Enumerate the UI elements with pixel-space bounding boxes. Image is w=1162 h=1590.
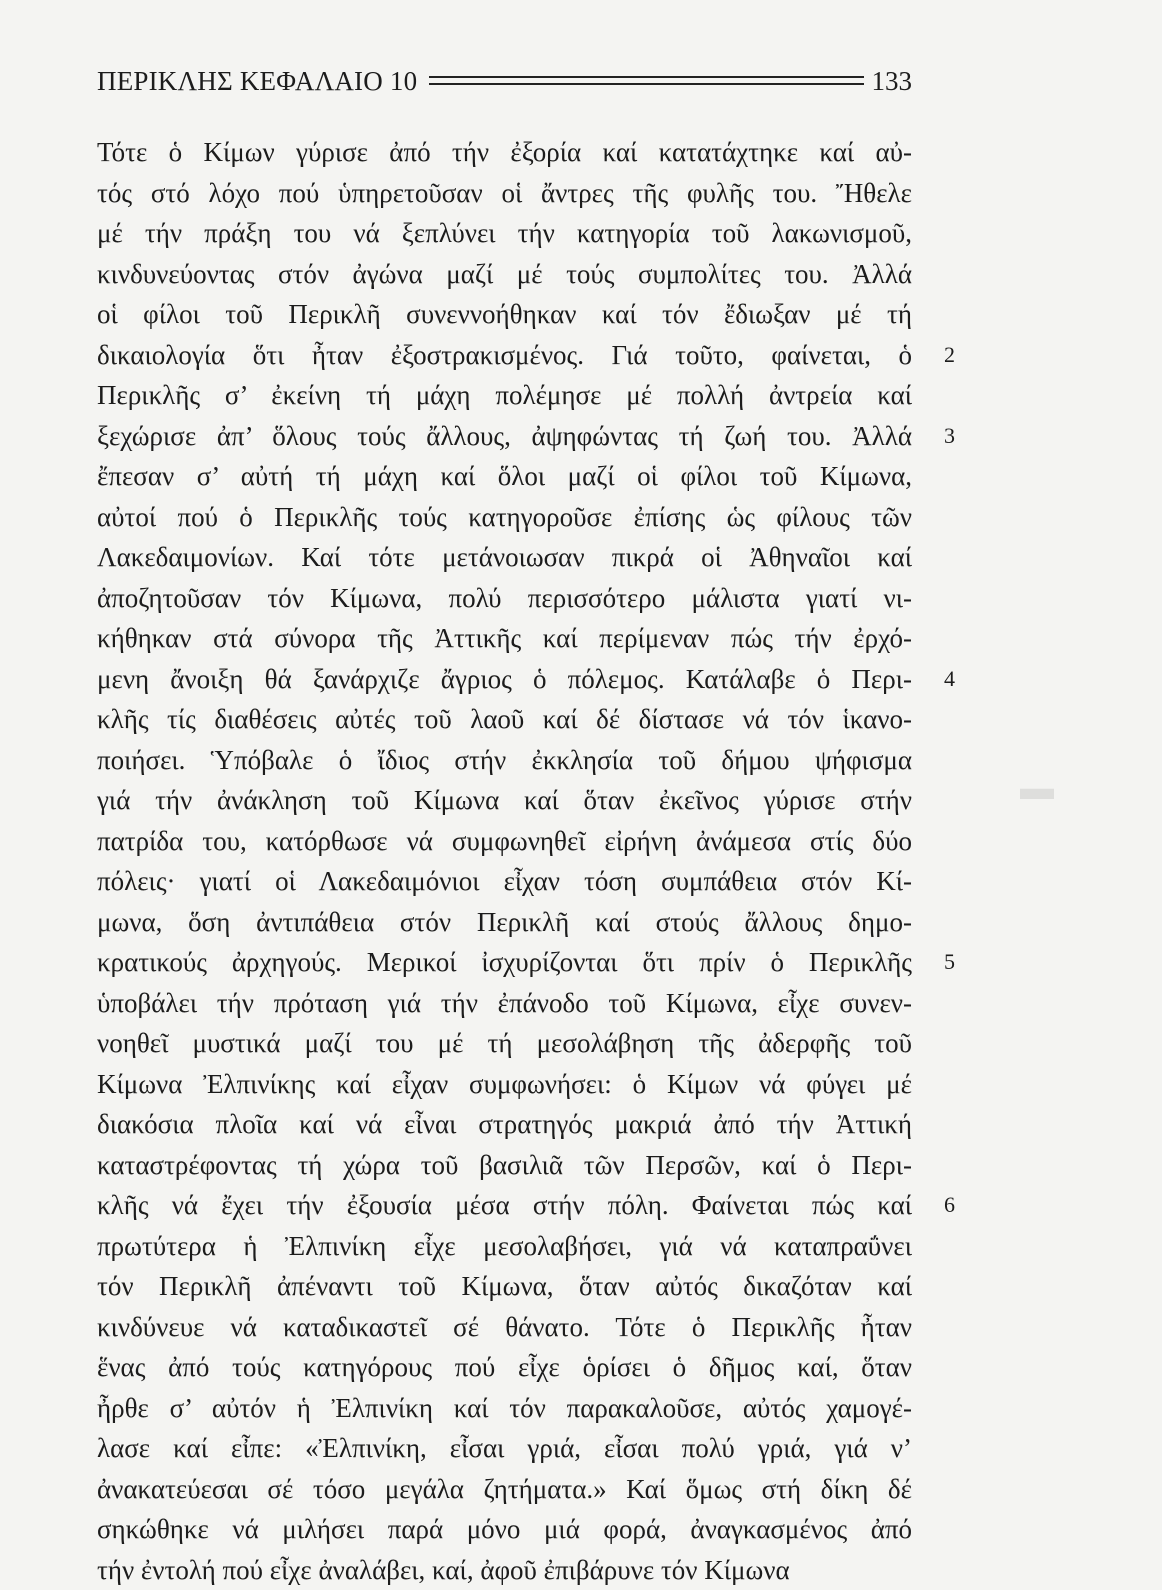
text-line: γιά τήν ἀνάκληση τοῦ Κίμωνα καί ὅταν ἐκεῖνος γύρισε στήν [97, 780, 912, 821]
text-line: τόν Περικλῆ ἀπέναντι τοῦ Κίμωνα, ὅταν αὐτός δικαζόταν καί [97, 1266, 912, 1307]
text-line: ἕνας ἀπό τούς κατηγόρους πού εἶχε ὁρίσει ὁ δῆμος καί, ὅταν [97, 1347, 912, 1388]
chapter-body-text [97, 132, 912, 1590]
text-line: κήθηκαν στά σύνορα τῆς Ἀττικῆς καί περίμεναν πώς τήν ἐρχό- [97, 618, 912, 659]
text-line: πόλεις· γιατί οἱ Λακεδαιμόνιοι εἶχαν τόση συμπάθεια στόν Κί- [97, 861, 912, 902]
text-line: κινδυνεύοντας στόν ἀγώνα μαζί μέ τούς συμπολίτες του. Ἀλλά [97, 254, 912, 295]
text-line: μέ τήν πράξη του νά ξεπλύνει τήν κατηγορία τοῦ λακωνισμοῦ, [97, 213, 912, 254]
running-head-title: ΠΕΡΙΚΛΗΣ ΚΕΦΑΛΑΙΟ 10 [97, 66, 417, 97]
text-line: λασε καί εἶπε: «Ἐλπινίκη, εἶσαι γριά, εἶσαι πολύ γριά, γιά ν’ [97, 1428, 912, 1469]
text-line: κρατικούς ἀρχηγούς. Μερικοί ἰσχυρίζονται ὅτι πρίν ὁ Περικλῆς [97, 942, 912, 983]
text-line: κλῆς νά ἔχει τήν ἐξουσία μέσα στήν πόλη. Φαίνεται πώς καί [97, 1185, 912, 1226]
text-line: καταστρέφοντας τή χώρα τοῦ βασιλιᾶ τῶν Περσῶν, καί ὁ Περι- [97, 1145, 912, 1186]
text-line: πρωτύτερα ἡ Ἐλπινίκη εἶχε μεσολαβήσει, γιά νά καταπραΰνει [97, 1226, 912, 1267]
text-line: τός στό λόχο πού ὑπηρετοῦσαν οἱ ἄντρες τῆς φυλῆς του. Ἤθελε [97, 173, 912, 214]
margin-section-number: 6 [944, 1185, 974, 1226]
text-line: διακόσια πλοῖα καί νά εἶναι στρατηγός μακριά ἀπό τήν Ἀττική [97, 1104, 912, 1145]
text-line: Κίμωνα Ἐλπινίκης καί εἶχαν συμφωνήσει: ὁ Κίμων νά φύγει μέ [97, 1064, 912, 1105]
margin-section-number: 3 [944, 416, 974, 457]
text-line: Τότε ὁ Κίμων γύρισε ἀπό τήν ἐξορία καί κατατάχτηκε καί αὐ- [97, 132, 912, 173]
page-number: 133 [872, 66, 913, 97]
running-header [97, 62, 912, 102]
margin-section-number: 2 [944, 335, 974, 376]
text-line: ἀποζητοῦσαν τόν Κίμωνα, πολύ περισσότερο μάλιστα γιατί νι- [97, 578, 912, 619]
text-line: ἦρθε σ’ αὐτόν ἡ Ἐλπινίκη καί τόν παρακαλοῦσε, αὐτός χαμογέ- [97, 1388, 912, 1429]
text-line: ξεχώρισε ἀπ’ ὅλους τούς ἄλλους, ἀψηφώντας τή ζωή του. Ἀλλά [97, 416, 912, 457]
text-line: οἱ φίλοι τοῦ Περικλῆ συνεννοήθηκαν καί τόν ἔδιωξαν μέ τή [97, 294, 912, 335]
text-line: μενη ἄνοιξη θά ξανάρχιζε ἄγριος ὁ πόλεμος. Κατάλαβε ὁ Περι- [97, 659, 912, 700]
text-line: ἀνακατεύεσαι σέ τόσο μεγάλα ζητήματα.» Καί ὅμως στή δίκη δέ [97, 1469, 912, 1510]
text-line: δικαιολογία ὅτι ἦταν ἐξοστρακισμένος. Γιά τοῦτο, φαίνεται, ὁ [97, 335, 912, 376]
text-line: νοηθεῖ μυστικά μαζί του μέ τή μεσολάβηση τῆς ἀδερφῆς τοῦ [97, 1023, 912, 1064]
text-line: Περικλῆς σ’ ἐκείνη τή μάχη πολέμησε μέ πολλή ἀντρεία καί [97, 375, 912, 416]
text-line: τήν ἐντολή πού εἶχε ἀναλάβει, καί, ἀφοῦ ἐπιβάρυνε τόν Κίμωνα [97, 1550, 912, 1590]
margin-section-number: 4 [944, 659, 974, 700]
text-line: κλῆς τίς διαθέσεις αὐτές τοῦ λαοῦ καί δέ δίστασε νά τόν ἱκανο- [97, 699, 912, 740]
show-through-shadow: ▬ [1020, 770, 1054, 808]
text-line: ἔπεσαν σ’ αὐτή τή μάχη καί ὅλοι μαζί οἱ φίλοι τοῦ Κίμωνα, [97, 456, 912, 497]
text-line: σηκώθηκε νά μιλήσει παρά μόνο μιά φορά, ἀναγκασμένος ἀπό [97, 1509, 912, 1550]
margin-section-number: 5 [944, 942, 974, 983]
text-line: Λακεδαιμονίων. Καί τότε μετάνοιωσαν πικρά οἱ Ἀθηναῖοι καί [97, 537, 912, 578]
text-line: αὐτοί πού ὁ Περικλῆς τούς κατηγοροῦσε ἐπίσης ὡς φίλους τῶν [97, 497, 912, 538]
text-line: πατρίδα του, κατόρθωσε νά συμφωνηθεῖ εἰρήνη ἀνάμεσα στίς δύο [97, 821, 912, 862]
text-line: μωνα, ὅση ἀντιπάθεια στόν Περικλῆ καί στούς ἄλλους δημο- [97, 902, 912, 943]
text-line: κινδύνευε νά καταδικαστεῖ σέ θάνατο. Τότε ὁ Περικλῆς ἦταν [97, 1307, 912, 1348]
header-double-rule [429, 76, 864, 85]
text-line: ποιήσει. Ὑπόβαλε ὁ ἴδιος στήν ἐκκλησία τοῦ δήμου ψήφισμα [97, 740, 912, 781]
text-line: ὑποβάλει τήν πρόταση γιά τήν ἐπάνοδο τοῦ Κίμωνα, εἶχε συνεν- [97, 983, 912, 1024]
